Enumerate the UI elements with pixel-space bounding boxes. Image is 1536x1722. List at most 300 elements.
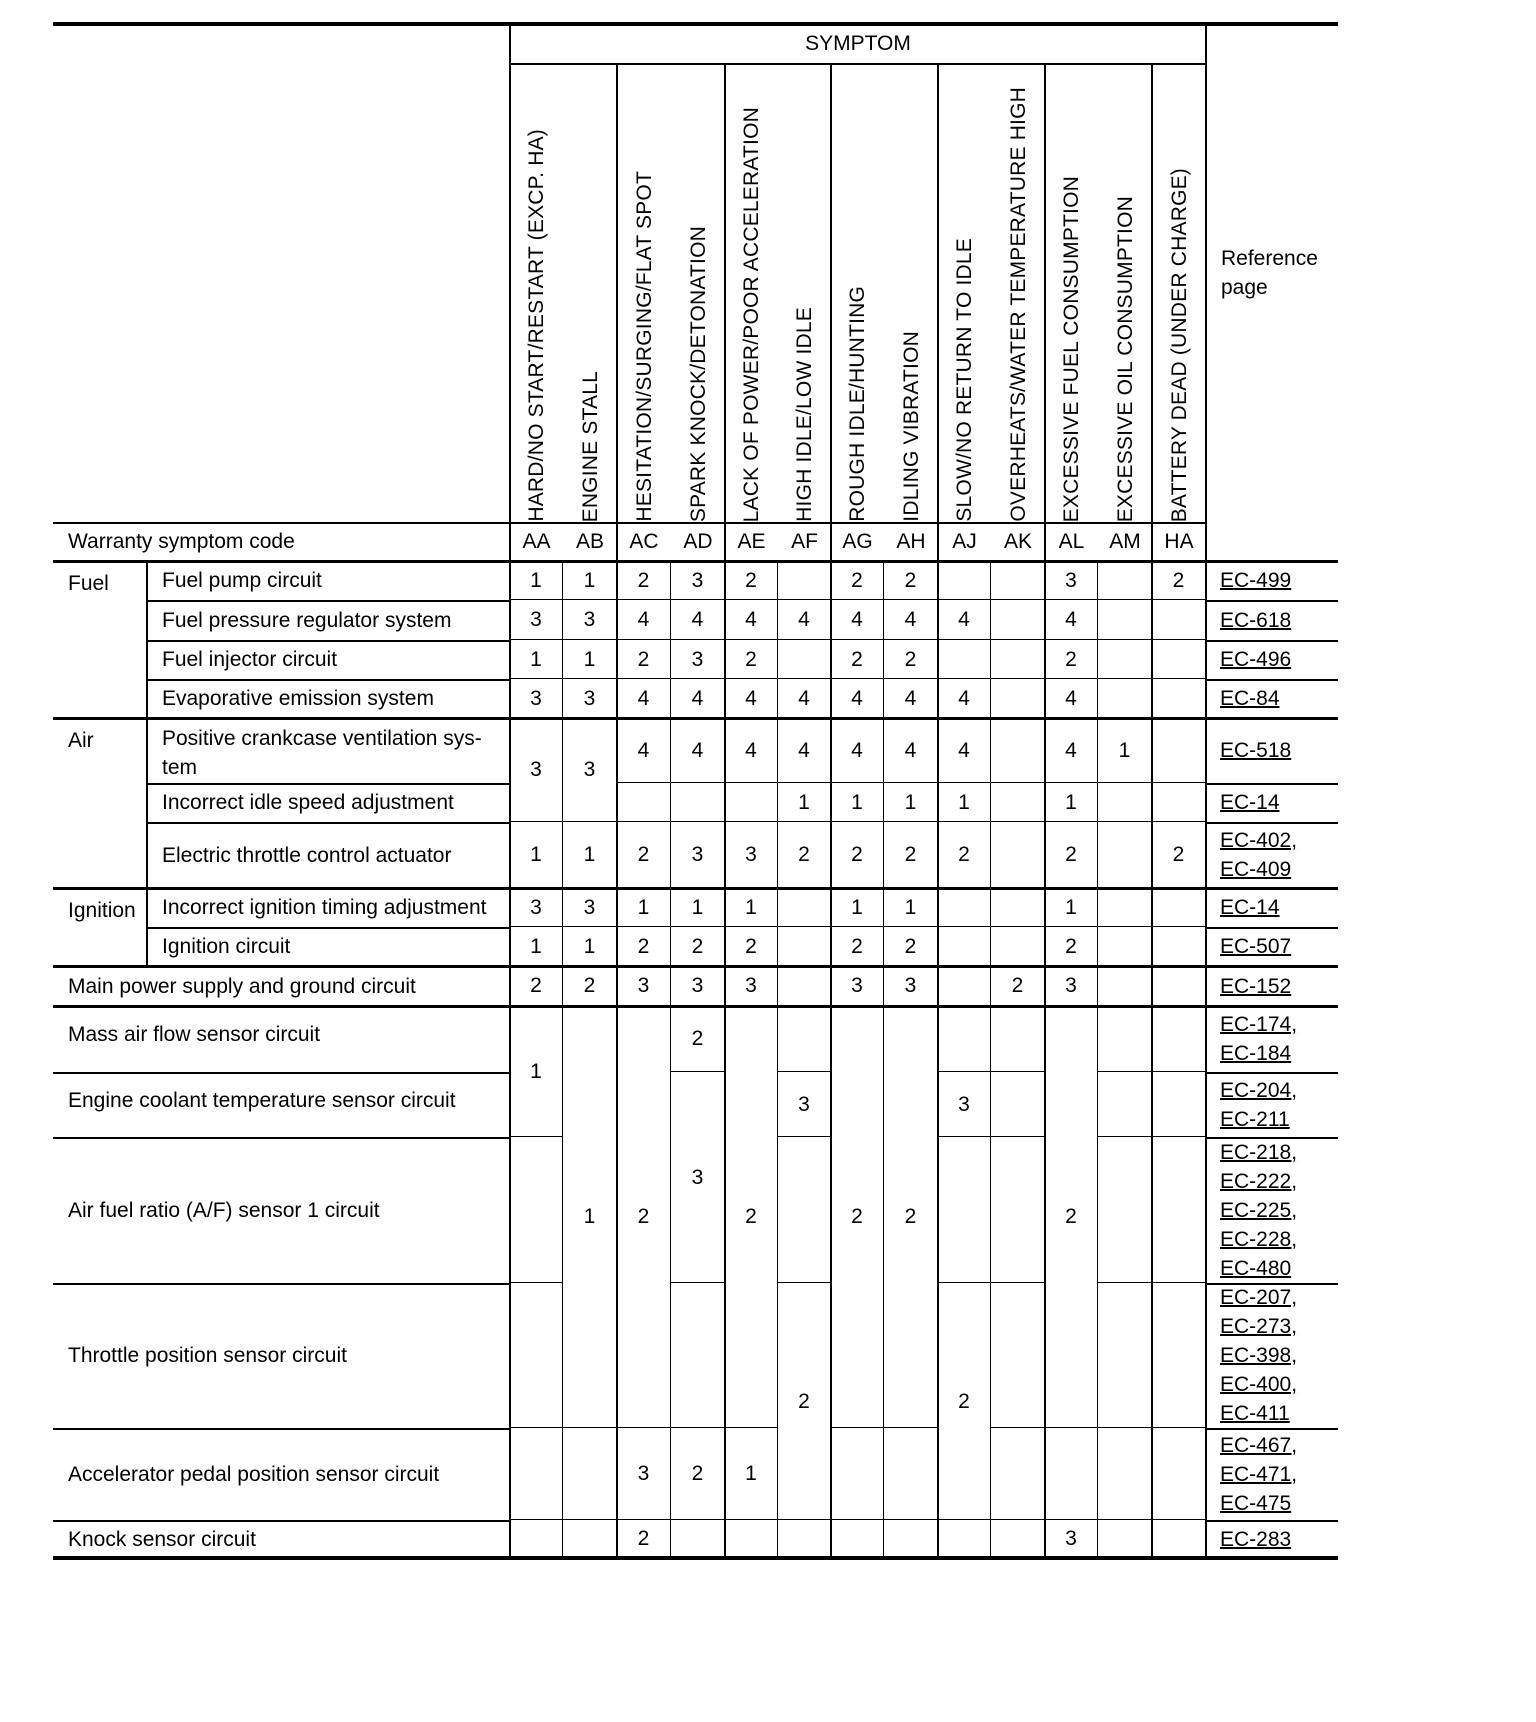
symptom-value-cell: 2 [671, 1428, 725, 1520]
symptom-value-cell: 1 [778, 783, 831, 822]
reference-links [1206, 966, 1338, 1006]
symptom-value-cell [1098, 1283, 1152, 1428]
symptom-value-cell [1098, 966, 1152, 1006]
symptom-value-cell: 3 [725, 822, 778, 888]
symptom-value-cell: 3 [563, 718, 617, 822]
reference-link[interactable]: EC-402, [1220, 829, 1298, 852]
table-row-item: Fuel pressure regulator system [162, 608, 452, 632]
symptom-value-cell [991, 1428, 1045, 1520]
reference-link[interactable]: EC-475 [1220, 1491, 1292, 1515]
symptom-value-cell: 2 [1045, 927, 1098, 966]
symptom-value-cell: 4 [938, 600, 991, 640]
symptom-value-cell: 2 [617, 822, 671, 888]
symptom-value-cell: 2 [831, 927, 884, 966]
reference-links [1206, 679, 1338, 718]
symptom-value-cell: 1 [510, 822, 563, 888]
reference-link[interactable]: EC-467, [1220, 1433, 1298, 1457]
symptom-column-header [1152, 63, 1206, 522]
warranty-code: AH [896, 530, 926, 553]
reference-links [1206, 1283, 1338, 1428]
grid-line [147, 640, 510, 642]
symptom-value-cell: 1 [1045, 888, 1098, 927]
grid-line [1206, 1520, 1338, 1522]
symptom-value-cell: 4 [1045, 718, 1098, 783]
symptom-value-cell [1152, 679, 1206, 718]
category-label: Ignition [68, 899, 136, 922]
grid-line [1206, 1428, 1338, 1430]
symptom-value-cell: 2 [884, 561, 938, 600]
warranty-code: AC [629, 530, 659, 553]
reference-link[interactable]: EC-84 [1220, 687, 1280, 710]
symptom-value-cell: 2 [1152, 822, 1206, 888]
grid-line [1206, 783, 1338, 785]
symptom-value-cell [1098, 1520, 1152, 1558]
symptom-value-cell: 3 [1045, 1520, 1098, 1558]
symptom-value-cell: 1 [510, 561, 563, 600]
symptom-value-cell: 4 [831, 600, 884, 640]
grid-line [53, 1428, 510, 1430]
warranty-code: AM [1109, 530, 1141, 553]
symptom-value-cell: 3 [671, 966, 725, 1006]
symptom-value-cell [1098, 783, 1152, 822]
grid-line [147, 822, 510, 824]
reference-link[interactable]: EC-283 [1220, 1527, 1292, 1551]
symptom-value-cell: 1 [510, 927, 563, 966]
warranty-code: AK [1003, 530, 1032, 553]
symptom-value-cell [1098, 888, 1152, 927]
grid-line [616, 63, 618, 1558]
reference-link[interactable]: EC-14 [1220, 791, 1280, 814]
symptom-value-cell: 1 [510, 640, 563, 679]
symptom-column-header [938, 63, 991, 522]
symptom-value-cell [991, 1006, 1045, 1072]
symptom-value-cell: 1 [510, 1006, 563, 1137]
symptom-value-cell: 3 [671, 640, 725, 679]
symptom-value-cell: 2 [725, 927, 778, 966]
symptom-value-cell: 1 [831, 888, 884, 927]
reference-links [1206, 561, 1338, 600]
grid-line [1206, 1283, 1338, 1285]
grid-line [509, 24, 511, 1558]
grid-line [53, 1137, 510, 1139]
symptom-value-cell: 2 [831, 1006, 884, 1428]
table-row-item: Electric throttle control actuator [162, 843, 452, 867]
grid-line [53, 22, 1338, 26]
grid-line [53, 1556, 1338, 1560]
grid-line [1151, 63, 1153, 1558]
reference-link[interactable]: EC-273, [1220, 1315, 1298, 1338]
symptom-value-cell: 2 [671, 1006, 725, 1072]
grid-line [147, 600, 510, 602]
symptom-value-cell: 4 [884, 600, 938, 640]
symptom-value-cell: 4 [884, 718, 938, 783]
symptom-value-cell [510, 1428, 563, 1520]
grid-line [724, 63, 726, 1558]
table-row-item: Air fuel ratio (A/F) sensor 1 circuit [68, 1198, 380, 1222]
warranty-code: AL [1058, 530, 1085, 553]
symptom-value-cell [671, 783, 725, 822]
symptom-value-cell: 4 [671, 600, 725, 640]
reference-link[interactable]: EC-218, [1220, 1140, 1298, 1164]
symptom-value-cell: 2 [1045, 1006, 1098, 1428]
reference-links [1206, 718, 1338, 783]
symptom-value-cell: 4 [725, 679, 778, 718]
symptom-label: ROUGH IDLE/HUNTING [846, 286, 869, 522]
grid-line [1206, 679, 1338, 681]
table-row-item: Accelerator pedal position sensor circuit [68, 1462, 440, 1486]
symptom-value-cell [991, 718, 1045, 783]
symptom-column-header [831, 63, 884, 522]
grid-line [1206, 1137, 1338, 1139]
symptom-column-header [884, 63, 938, 522]
symptom-value-cell [991, 1072, 1045, 1137]
reference-page-header: Reference page [1221, 246, 1318, 299]
symptom-column-header [1045, 63, 1098, 522]
symptom-value-cell: 1 [725, 1428, 778, 1520]
reference-link[interactable]: EC-174, [1220, 1013, 1298, 1036]
reference-link[interactable]: EC-471, [1220, 1462, 1298, 1486]
symptom-value-cell: 4 [1045, 600, 1098, 640]
symptom-value-cell: 1 [563, 640, 617, 679]
symptom-value-cell [778, 927, 831, 966]
symptom-value-cell: 2 [617, 927, 671, 966]
symptom-value-cell: 2 [938, 1283, 991, 1520]
symptom-value-cell: 2 [725, 1006, 778, 1428]
warranty-code: AE [737, 530, 766, 553]
grid-line [147, 679, 510, 681]
warranty-code: AG [842, 530, 873, 553]
symptom-value-cell [1152, 1137, 1206, 1283]
warranty-symptom-code-label: Warranty symptom code [68, 530, 295, 553]
symptom-value-cell [884, 1520, 938, 1558]
symptom-value-cell: 4 [831, 718, 884, 783]
symptom-value-cell: 4 [778, 718, 831, 783]
reference-link[interactable]: EC-228, [1220, 1227, 1298, 1251]
reference-link[interactable]: EC-211 [1220, 1107, 1290, 1131]
symptom-value-cell [1152, 888, 1206, 927]
grid-line [53, 560, 1338, 563]
symptom-column-header [671, 63, 725, 522]
symptom-value-cell [991, 1283, 1045, 1428]
symptom-value-cell [1045, 1428, 1098, 1520]
symptom-value-cell [1098, 1137, 1152, 1283]
symptom-value-cell [938, 640, 991, 679]
symptom-label: OVERHEATS/WATER TEMPERATURE HIGH [1006, 87, 1030, 522]
symptom-value-cell [991, 927, 1045, 966]
grid-line [53, 717, 1338, 720]
symptom-label: HIGH IDLE/LOW IDLE [793, 307, 816, 522]
symptom-value-cell: 4 [1045, 679, 1098, 718]
symptom-value-cell: 2 [831, 822, 884, 888]
symptom-value-cell: 4 [725, 600, 778, 640]
table-row-item: Engine coolant temperature sensor circuit [68, 1089, 456, 1112]
symptom-value-cell: 4 [938, 679, 991, 718]
symptom-header: SYMPTOM [805, 32, 911, 55]
grid-line [147, 783, 510, 785]
symptom-value-cell: 1 [563, 561, 617, 600]
grid-line [147, 927, 510, 929]
reference-links [1206, 600, 1338, 640]
reference-link[interactable]: EC-222, [1220, 1169, 1298, 1193]
reference-links [1206, 640, 1338, 679]
symptom-label: ENGINE STALL [578, 370, 602, 522]
symptom-value-cell: 3 [884, 966, 938, 1006]
warranty-code: AD [683, 530, 713, 553]
symptom-value-cell [831, 1428, 884, 1520]
symptom-value-cell: 1 [563, 1006, 617, 1428]
reference-link[interactable]: EC-152 [1220, 974, 1292, 998]
symptom-value-cell [563, 1520, 617, 1558]
table-row-item: Incorrect idle speed adjustment [162, 791, 454, 814]
symptom-value-cell: 4 [617, 718, 671, 783]
table-row-item: Main power supply and ground circuit [68, 974, 416, 998]
reference-link[interactable]: EC-400, [1220, 1373, 1298, 1396]
symptom-value-cell: 2 [831, 561, 884, 600]
symptom-value-cell [778, 1520, 831, 1558]
symptom-value-cell: 2 [1045, 640, 1098, 679]
reference-link[interactable]: EC-618 [1220, 608, 1292, 632]
symptom-value-cell [1098, 1072, 1152, 1137]
symptom-value-cell: 3 [617, 966, 671, 1006]
symptom-value-cell: 2 [778, 822, 831, 888]
symptom-value-cell: 2 [617, 640, 671, 679]
reference-links [1206, 783, 1338, 822]
symptom-value-cell [778, 888, 831, 927]
symptom-label: HESITATION/SURGING/FLAT SPOT [632, 171, 656, 522]
grid-line [53, 887, 1338, 890]
symptom-value-cell: 1 [1098, 718, 1152, 783]
symptom-value-cell: 3 [563, 600, 617, 640]
symptom-value-cell [1152, 1520, 1206, 1558]
symptom-value-cell [831, 1520, 884, 1558]
symptom-value-cell: 3 [725, 966, 778, 1006]
symptom-value-cell: 2 [884, 822, 938, 888]
symptom-value-cell [1098, 1006, 1152, 1072]
warranty-code: AB [575, 530, 604, 553]
symptom-value-cell [991, 600, 1045, 640]
symptom-value-cell: 2 [831, 640, 884, 679]
grid-line [53, 965, 1338, 968]
symptom-value-cell: 4 [778, 679, 831, 718]
symptom-value-cell: 2 [884, 927, 938, 966]
symptom-value-cell [778, 640, 831, 679]
grid-line [1206, 1072, 1338, 1074]
warranty-code: HA [1164, 530, 1194, 553]
reference-link[interactable]: EC-518 [1220, 739, 1292, 762]
warranty-code: AF [791, 530, 818, 553]
reference-links [1206, 822, 1338, 888]
symptom-value-cell: 3 [510, 888, 563, 927]
grid-line [937, 63, 939, 1558]
grid-line [1206, 822, 1338, 824]
symptom-value-cell: 3 [938, 1072, 991, 1137]
reference-link[interactable]: EC-499 [1220, 569, 1292, 592]
symptom-value-cell: 1 [617, 888, 671, 927]
warranty-code: AJ [952, 530, 977, 553]
symptom-label: LACK OF POWER/POOR ACCELERATION [740, 106, 763, 522]
symptom-value-cell [1098, 679, 1152, 718]
reference-link[interactable]: EC-204, [1220, 1078, 1298, 1102]
symptom-value-cell: 2 [725, 640, 778, 679]
symptom-value-cell: 4 [831, 679, 884, 718]
symptom-value-cell [1098, 561, 1152, 600]
reference-link[interactable]: EC-480 [1220, 1256, 1292, 1280]
symptom-value-cell [1152, 640, 1206, 679]
symptom-value-cell: 1 [1045, 783, 1098, 822]
symptom-column-header [510, 63, 563, 522]
table-row-item: Mass air flow sensor circuit [68, 1023, 321, 1046]
reference-links [1206, 888, 1338, 927]
symptom-value-cell [778, 1137, 831, 1283]
symptom-value-cell [671, 1283, 725, 1428]
symptom-value-cell [510, 1137, 563, 1283]
symptom-value-cell [510, 1520, 563, 1558]
symptom-value-cell: 3 [510, 600, 563, 640]
symptom-value-cell: 2 [671, 927, 725, 966]
grid-line [830, 63, 832, 1558]
reference-links [1206, 1520, 1338, 1558]
table-row-item: Evaporative emission system [162, 687, 434, 710]
symptom-value-cell [1098, 1428, 1152, 1520]
symptom-value-cell: 2 [510, 966, 563, 1006]
reference-link[interactable]: EC-184 [1220, 1042, 1292, 1065]
symptom-value-cell [991, 822, 1045, 888]
symptom-column-header [1098, 63, 1152, 522]
symptom-value-cell: 4 [671, 718, 725, 783]
symptom-value-cell: 3 [510, 718, 563, 822]
symptom-value-cell: 3 [671, 561, 725, 600]
symptom-value-cell: 3 [563, 679, 617, 718]
symptom-value-cell [725, 783, 778, 822]
symptom-value-cell: 2 [617, 1006, 671, 1428]
table-row-item: Fuel pump circuit [162, 569, 322, 592]
symptom-value-cell [617, 783, 671, 822]
symptom-value-cell: 2 [1152, 561, 1206, 600]
symptom-value-cell: 3 [617, 1428, 671, 1520]
symptom-value-cell: 4 [778, 600, 831, 640]
symptom-label: BATTERY DEAD (UNDER CHARGE) [1167, 167, 1191, 522]
symptom-value-cell [938, 927, 991, 966]
reference-link[interactable]: EC-207, [1220, 1286, 1298, 1309]
symptom-value-cell: 2 [725, 561, 778, 600]
symptom-value-cell [1152, 1006, 1206, 1072]
symptom-label: SPARK KNOCK/DETONATION [686, 225, 710, 522]
symptom-value-cell [991, 783, 1045, 822]
symptom-value-cell [1152, 783, 1206, 822]
symptom-value-cell [725, 1520, 778, 1558]
symptom-value-cell: 3 [671, 1072, 725, 1283]
symptom-value-cell: 4 [617, 600, 671, 640]
symptom-value-cell [1152, 1072, 1206, 1137]
reference-links [1206, 1072, 1338, 1137]
table-row-item: Positive crankcase ventilation sys- tem [162, 727, 482, 779]
symptom-value-cell: 4 [671, 679, 725, 718]
reference-link[interactable]: EC-398, [1220, 1344, 1298, 1367]
symptom-value-cell: 1 [563, 822, 617, 888]
reference-link[interactable]: EC-409 [1220, 858, 1292, 881]
grid-line [53, 1520, 510, 1522]
symptom-value-cell [510, 1283, 563, 1428]
symptom-value-cell [778, 966, 831, 1006]
symptom-value-cell: 3 [831, 966, 884, 1006]
warranty-code: AA [522, 530, 551, 553]
grid-line [53, 522, 1206, 524]
symptom-value-cell: 3 [671, 822, 725, 888]
table-row-item: Knock sensor circuit [68, 1527, 256, 1551]
grid-line [510, 63, 1206, 65]
reference-link[interactable]: EC-496 [1220, 648, 1292, 671]
symptom-value-cell: 1 [831, 783, 884, 822]
symptom-value-cell: 2 [563, 966, 617, 1006]
symptom-label: EXCESSIVE OIL CONSUMPTION [1113, 195, 1137, 522]
grid-line [1044, 63, 1046, 1558]
symptom-value-cell: 3 [1045, 561, 1098, 600]
symptom-value-cell: 3 [563, 888, 617, 927]
symptom-value-cell [991, 888, 1045, 927]
symptom-label: EXCESSIVE FUEL CONSUMPTION [1060, 175, 1083, 522]
symptom-value-cell: 2 [617, 1520, 671, 1558]
symptom-value-cell [938, 561, 991, 600]
symptom-value-cell [884, 1428, 938, 1520]
grid-line [1205, 24, 1207, 1558]
table-row-item: Throttle position sensor circuit [68, 1344, 347, 1367]
symptom-column-header [778, 63, 831, 522]
symptom-value-cell: 1 [938, 783, 991, 822]
grid-line [1206, 600, 1338, 602]
reference-link[interactable]: EC-14 [1220, 896, 1280, 919]
category-label: Fuel [68, 572, 109, 595]
reference-links [1206, 1137, 1338, 1283]
symptom-value-cell: 2 [1045, 822, 1098, 888]
symptom-value-cell [1098, 640, 1152, 679]
symptom-value-cell: 4 [617, 679, 671, 718]
table-row-item: Ignition circuit [162, 935, 291, 958]
symptom-value-cell: 4 [938, 718, 991, 783]
symptom-value-cell: 1 [671, 888, 725, 927]
reference-link[interactable]: EC-507 [1220, 935, 1292, 958]
symptom-value-cell [938, 1006, 991, 1072]
symptom-value-cell [1098, 822, 1152, 888]
reference-links [1206, 1006, 1338, 1072]
symptom-value-cell: 2 [884, 640, 938, 679]
table-row-item: Fuel injector circuit [162, 648, 338, 671]
grid-line [146, 561, 148, 966]
symptom-value-cell: 2 [617, 561, 671, 600]
reference-link[interactable]: EC-411 [1220, 1402, 1290, 1425]
grid-line [1206, 927, 1338, 929]
symptom-label: SLOW/NO RETURN TO IDLE [953, 238, 976, 522]
category-label: Air [68, 729, 94, 752]
symptom-value-cell [991, 561, 1045, 600]
symptom-column-header [617, 63, 671, 522]
symptom-value-cell [1152, 600, 1206, 640]
symptom-value-cell: 3 [1045, 966, 1098, 1006]
symptom-value-cell: 1 [884, 783, 938, 822]
symptom-value-cell [671, 1520, 725, 1558]
symptom-value-cell: 2 [938, 822, 991, 888]
symptom-column-header [725, 63, 778, 522]
reference-link[interactable]: EC-225, [1220, 1198, 1298, 1222]
symptom-value-cell: 1 [725, 888, 778, 927]
grid-line [53, 1072, 510, 1074]
symptom-value-cell: 3 [778, 1072, 831, 1137]
symptom-value-cell [563, 1428, 617, 1520]
symptom-value-cell [778, 561, 831, 600]
grid-line [1206, 640, 1338, 642]
symptom-value-cell [991, 679, 1045, 718]
symptom-value-cell [1152, 718, 1206, 783]
symptom-value-cell [1152, 927, 1206, 966]
